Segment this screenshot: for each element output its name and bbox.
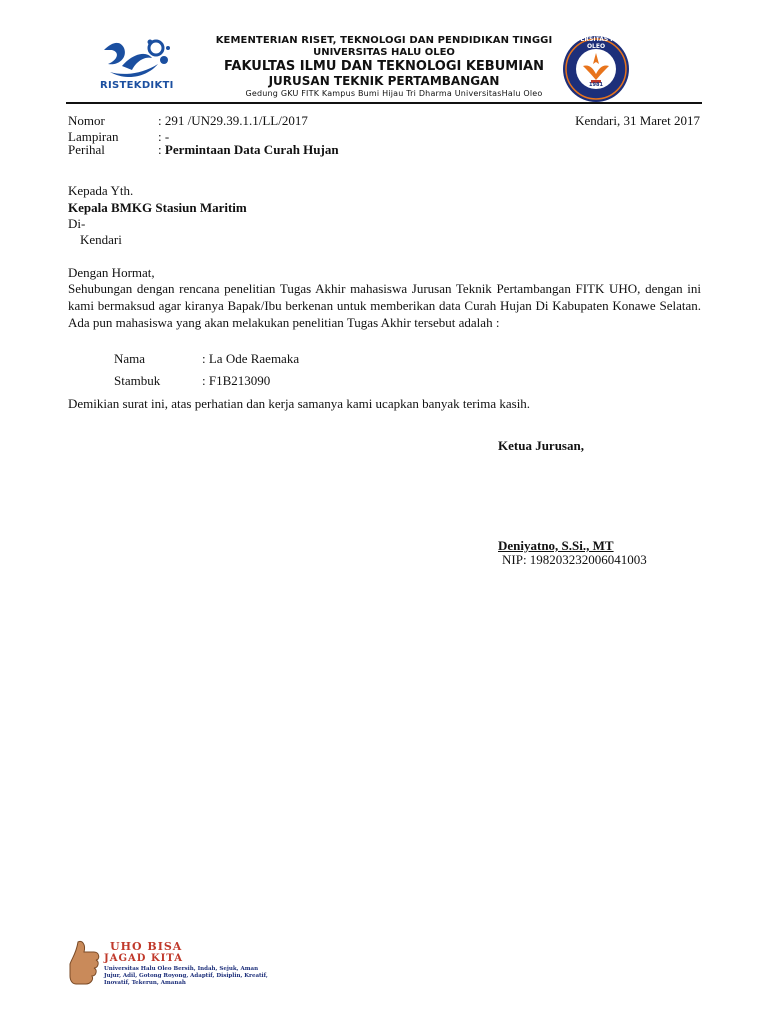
perihal-label: Perihal — [68, 142, 105, 157]
nomor-value: : 291 /UN29.39.1.1/LL/2017 — [158, 113, 308, 128]
signer-name: Deniyatno, S.Si., MT — [498, 538, 614, 553]
uho-seal-logo — [561, 34, 631, 104]
recipient-di: Di- — [68, 216, 86, 231]
perihal-colon: : — [158, 142, 162, 157]
body-paragraph — [68, 280, 701, 331]
ristekdikti-logo-text: RISTEKDIKTI — [100, 80, 174, 91]
slogan-line2: JAGAD KITA — [104, 953, 183, 964]
lampiran-value: : - — [158, 129, 170, 144]
slogan-line1: UHO BISA — [110, 940, 183, 953]
signer-nip: NIP: 198203232006041003 — [502, 552, 647, 567]
place-date: Kendari, 31 Maret 2017 — [575, 113, 700, 128]
greeting: Dengan Hormat, — [68, 265, 155, 280]
campus-address: Gedung GKU FITK Kampus Bumi Hijau Tri Dharma UniversitasHalu Oleo — [245, 89, 543, 98]
recipient-city: Kendari — [80, 232, 122, 247]
recipient-salutation: Kepada Yth. — [68, 183, 134, 198]
thumbs-up-icon — [68, 938, 102, 988]
body-paragraph-text: Sehubungan dengan rencana penelitian Tugas Akhir mahasiswa Jurusan Teknik Pertambangan FITK UHO, dengan ini kami bermaksud agar kiranya Bapak/Ibu berkenan untuk memberikan data Curah Hujan Di Kabupaten Konawe Selatan. Ada pun mahasiswa yang akan melakukan penelitian Tugas Akhir tersebut adalah : — [68, 281, 701, 330]
perihal-value-line — [158, 141, 339, 158]
values-text: Universitas Halu Oleo Bersih, Indah, Sejuk, Aman Jujur, Adil, Gotong Royong, Adaptif, Disiplin, Kreatif, Inovatif, Tekerun, Amanah — [104, 966, 268, 986]
department-name: JURUSAN TEKNIK PERTAMBANGAN — [268, 74, 500, 88]
recipient-name: Kepala BMKG Stasiun Maritim — [68, 200, 247, 215]
perihal-value: Permintaan Data Curah Hujan — [164, 142, 339, 157]
uho-seal-year: 1981 — [589, 82, 603, 88]
student-name-label: Nama — [114, 351, 146, 366]
header-rule — [66, 102, 702, 104]
uho-seal-text: UNIVERSITAS HALU OLEO — [563, 36, 629, 50]
nomor-label: Nomor — [68, 113, 105, 128]
student-id-value: : F1B213090 — [202, 373, 271, 388]
student-id-label: Stambuk — [114, 373, 161, 388]
ministry-name: KEMENTERIAN RISET, TEKNOLOGI DAN PENDIDIKAN TINGGI — [215, 35, 553, 46]
closing-sentence: Demikian surat ini, atas perhatian dan kerja samanya kami ucapkan banyak terima kasih. — [68, 396, 531, 411]
university-name: UNIVERSITAS HALU OLEO — [313, 47, 455, 58]
faculty-name: FAKULTAS ILMU DAN TEKNOLOGI KEBUMIAN — [224, 59, 544, 74]
lampiran-label: Lampiran — [68, 129, 119, 144]
signature-title: Ketua Jurusan, — [498, 438, 584, 453]
student-name-value: : La Ode Raemaka — [202, 351, 300, 366]
